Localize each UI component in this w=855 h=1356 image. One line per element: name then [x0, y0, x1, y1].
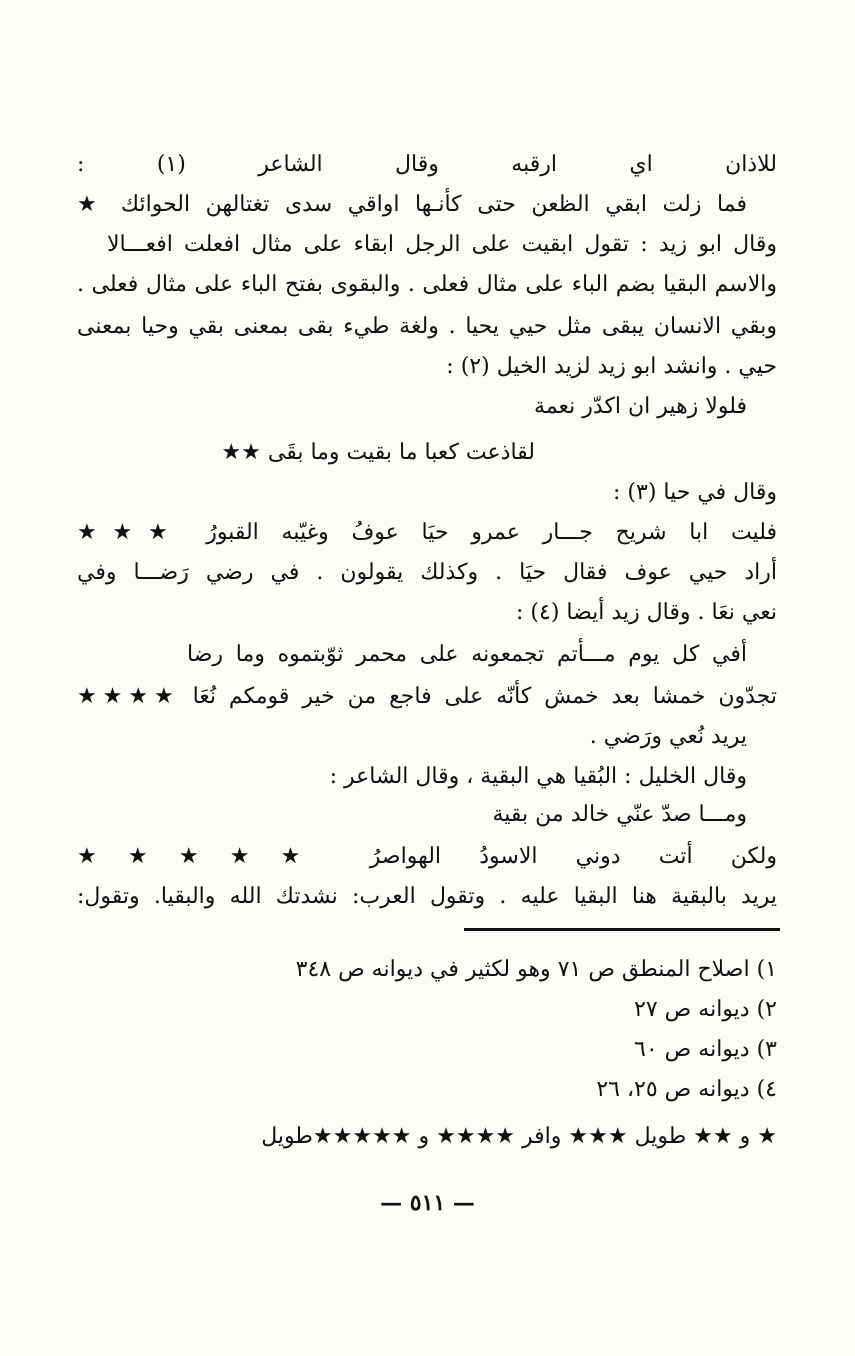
verse-line-1: فما زلت ابقي الظعن حتى كأنـها اواقي سدى تغتالهن الحوائك ★ — [77, 192, 747, 217]
verse-line-3: فليت ابا شريح جـــار عمرو حيَا عوفُ وغيّبه القبورُ ★★★ — [77, 520, 777, 545]
verse-line-4b: تجدّون خمشا بعد خمش كأنّه على فاجع من خير قومكم نُعَا ★★★★ — [77, 684, 777, 709]
text-line-6: وقال في حيا (٣) : — [612, 480, 777, 505]
page-number: — ٥١١ — — [380, 1190, 475, 1216]
text-line-1: للاذان اي ارقبه وقال الشاعر (١) : — [77, 152, 777, 177]
text-line-3: والاسم البقيا بضم الباء على مثال فعلى . والبقوى بفتح الباء على مثال فعلى . — [77, 272, 777, 297]
footnote-3: ٣) ديوانه ص ٦٠ — [634, 1037, 777, 1062]
verse-line-4a: أفي كل يوم مـــأتم تجمعونه على محمر ثوّبتموه وما رضا — [187, 642, 747, 667]
text-line-2: وقال ابو زيد : تقول ابقيت على الرجل ابقاء على مثال افعلت افعـــالا — [107, 232, 777, 257]
footnote-2: ٢) ديوانه ص ٢٧ — [634, 997, 777, 1022]
footnote-1: ١) اصلاح المنطق ص ٧١ وهو لكثير في ديوانه ص ٣٤٨ — [295, 957, 777, 982]
verse-line-5b: ولكن أتت دوني الاسودُ الهواصرُ ★★★★★ — [77, 844, 777, 869]
footnote-4: ٤) ديوانه ص ٢٥، ٢٦ — [596, 1077, 777, 1102]
text-line-10: وقال الخليل : البُقيا هي البقية ، وقال الشاعر : — [329, 764, 747, 789]
text-line-5: حيي . وانشد ابو زيد لزيد الخيل (٢) : — [446, 354, 777, 379]
text-line-11: يريد بالبقية هنا البقيا عليه . وتقول العرب: نشدتك الله والبقيا. وتقول: — [77, 884, 777, 909]
text-line-4: وبقي الانسان يبقى مثل حيي يحيا . ولغة طيء بقى بمعنى بقي وحيا بمعنى — [77, 314, 777, 339]
verse-line-2b: لقاذعت كعبا ما بقيت وما بقَى ★★ — [221, 440, 535, 465]
text-line-7: أراد حيي عوف فقال حيَا . وكذلك يقولون . في رضي رَضـــا وفي — [77, 560, 777, 585]
text-line-8: نعي نعَا . وقال زيد أيضا (٤) : — [515, 600, 777, 625]
verse-line-2a: فلولا زهير ان اكدّر نعمة — [534, 394, 747, 419]
footnote-divider — [464, 928, 780, 931]
text-line-9: يريد نُعي ورَضي . — [589, 724, 747, 749]
meter-note: ★ و ★★ طويل ★★★ وافر ★★★★ و ★★★★★طويل — [261, 1124, 777, 1149]
verse-line-5a: ومـــا صدّ عنّي خالد من بقية — [492, 802, 747, 827]
